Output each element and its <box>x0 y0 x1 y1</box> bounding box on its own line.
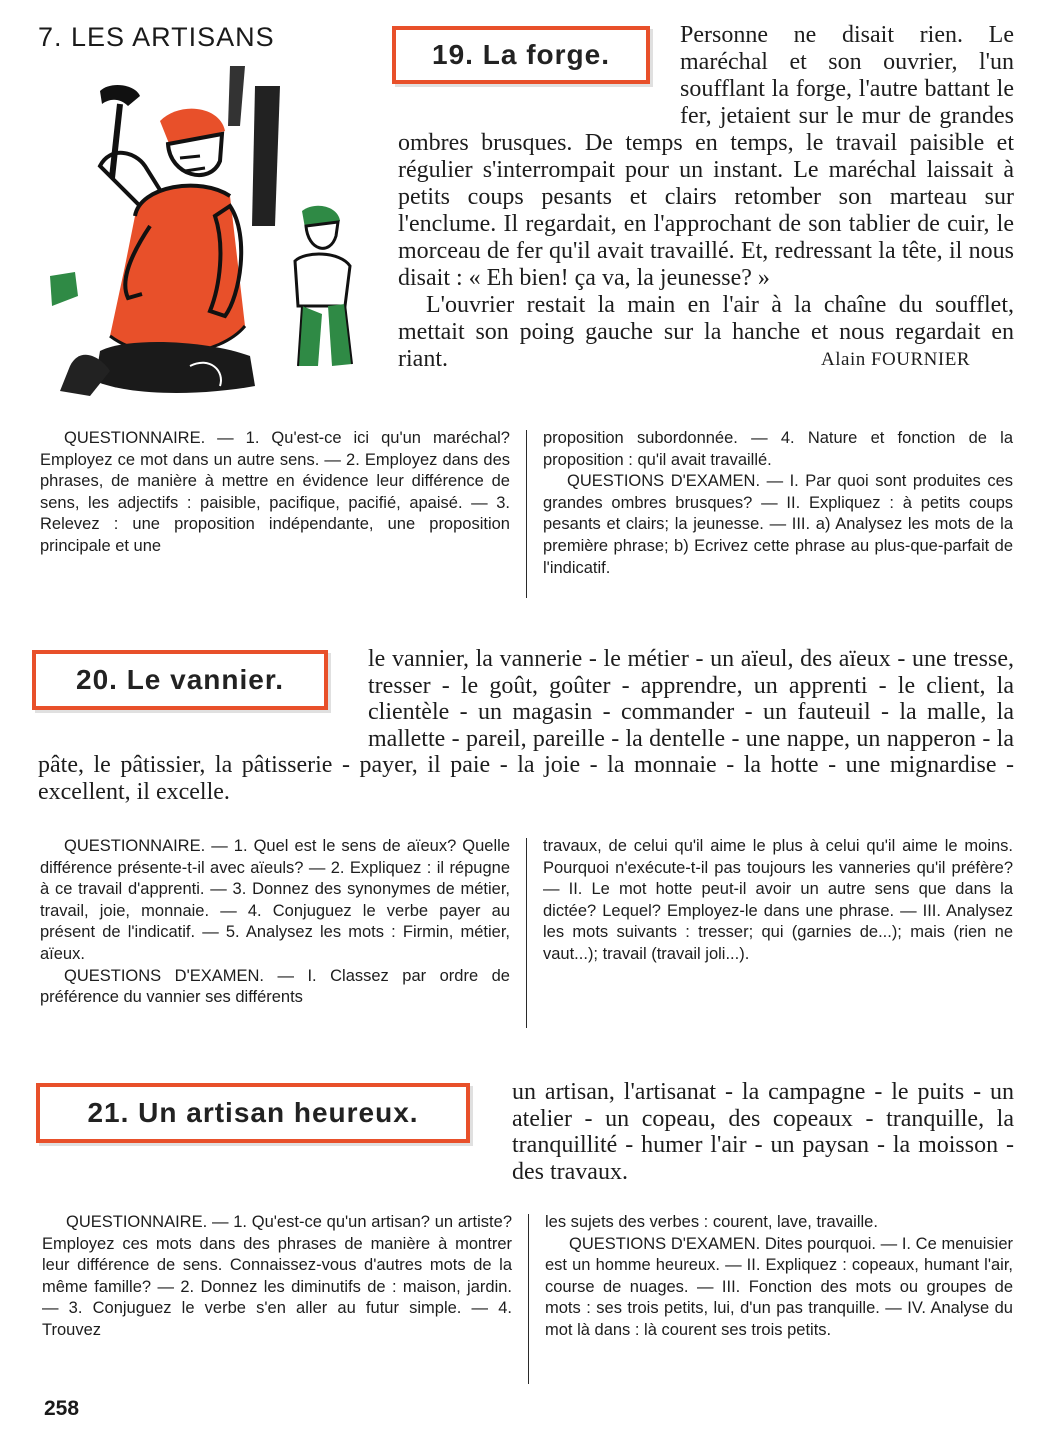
lesson-21-exam-questions <box>545 1212 1013 1342</box>
lesson-20-exam-questions <box>543 836 1013 966</box>
lesson-20-vocabulary: le vannier, la vannerie - le métier - un aïeul, des aïeux - une tresse, tresser - le goût, goûter - apprendre, un apprenti - le client, la clientèle - un magasin - commander - un fauteuil - la malle, la mallette - pareil, pareille - la dentelle - une nappe, un napperon - la pâte, le pâtissier, la pâtisserie - payer, il paie - la joie - la monnaie - la hotte - une mignardise - excellent, il excelle. <box>38 646 1014 805</box>
questionnaire-continuation: proposition subordonnée. — 4. Nature et fonction de la proposition : qu'il avait travaillé. <box>543 429 1013 469</box>
column-divider <box>526 838 527 1028</box>
dictee-paragraph-1: Personne ne disait rien. Le maréchal et son ouvrier, l'un soufflant la forge, l'autre battant le fer, jetaient sur le mur de grandes ombres brusques. De temps en temps, le travail paisible et régulier s'interrompait pour un instant. Le maréchal laissait à petits coups pesants et clairs retomber son marteau sur l'enclume. Il regardait, en l'approchant de son tablier de cuir, le morceau de fer qu'il avait travaillé. Et, redressant la tête, il nous disait : « Eh bien! ça va, la jeunesse? » <box>398 22 1014 291</box>
questionnaire-continuation: les sujets des verbes : courent, lave, travaille. <box>545 1213 878 1231</box>
lesson-21-vocabulary: un artisan, l'artisanat - la campagne - le puits - un atelier - un copeau, des copeaux - tranquille, la tranquillité - humer l'air - un paysan - la moisson - des travaux. <box>512 1079 1014 1185</box>
column-divider <box>526 430 527 598</box>
lesson-20-questionnaire <box>40 836 510 1009</box>
dictee-paragraph-2: L'ouvrier restait la main en l'air à la chaîne du soufflet, mettait son poing gauche sur la hanche et nous regardait en riant. Alain FOURNIER <box>398 292 1014 372</box>
questionnaire-text: QUESTIONNAIRE. — 1. Qu'est-ce qu'un artisan? un artiste? Employez ces mots dans des phrases de manière à montrer leur différence de sens. Connaissez-vous d'autres mots de la même famille? — 2. Donnez les diminutifs de : maison, jardin. — 3. Conjuguez le verbe s'en aller au futur simple. — 4. Trouvez <box>42 1213 512 1339</box>
lesson-19-exam-questions <box>543 428 1013 579</box>
exam-questions-text: QUESTIONS D'EXAMEN. — I. Par quoi sont produites ces grandes ombres brusques? — II. Expliquez : à petits coups pesants et clairs; la jeunesse. — III. a) Analysez les mots de la première phrase; b) Ecrivez cette phrase au plus-que-parfait de l'indicatif. <box>543 472 1013 577</box>
lesson-21-title: 21. Un artisan heureux. <box>87 1097 419 1128</box>
lesson-19-questionnaire <box>40 428 510 558</box>
chapter-title: 7. LES ARTISANS <box>38 22 275 52</box>
exam-questions-text: QUESTIONS D'EXAMEN. Dites pourquoi. — I. Ce menuisier est un homme heureux. — II. Expliquez : copeaux, humant l'air, course de nuages. — III. Fonction des mots ou groupes de mots : ses trois petits, lui, d'un pas tranquille. — IV. Analyse du mot là dans : là courent ses trois petits. <box>545 1234 1013 1339</box>
dictee-author: Alain FOURNIER <box>821 349 970 370</box>
exam-questions-continuation: travaux, de celui qu'il aime le plus à celui qu'il aime le moins. Pourquoi n'exécute-t-il pas toujours les vanneries qu'il préfère? — II. Le mot hotte peut-il avoir un autre sens que dans la dictée? Lequel? Employez-le dans une phrase. — III. Analysez les mots suivants : tresser; qui (garnies de...); mais (rien ne vaut...); travail (travail joli...). <box>543 837 1013 963</box>
questionnaire-text: QUESTIONNAIRE. — 1. Qu'est-ce ici qu'un maréchal? Employez ce mot dans un autre sens. — 2. Employez dans des phrases, de manière à mettre en évidence leur différence de sens, les adjectifs : paisible, pacifique, pacifié, apaisé. — 3. Relevez : une proposition indépendante, une proposition principale et une <box>40 429 510 555</box>
lesson-19-dictee <box>398 22 1014 373</box>
exam-questions-text: QUESTIONS D'EXAMEN. — I. Classez par ordre de préférence du vannier ses différents <box>40 966 510 1007</box>
lesson-19-title: 19. La forge. <box>432 39 610 70</box>
questionnaire-text: QUESTIONNAIRE. — 1. Quel est le sens de aïeux? Quelle différence présente-t-il avec aïeuls? — 2. Expliquez : il répugne à ce travail d'apprenti. — 3. Donnez des synonymes de métier, travail, joie, monnaie. — 4. Conjuguez le verbe payer au présent de l'indicatif. — 5. Analysez les mots : Firmin, métier, aïeux. <box>40 837 510 963</box>
blacksmith-illustration <box>40 66 362 406</box>
lesson-21-questionnaire <box>42 1212 512 1342</box>
column-divider <box>528 1214 529 1384</box>
lesson-20-title: 20. Le vannier. <box>76 664 284 695</box>
page-number: 258 <box>44 1397 80 1420</box>
